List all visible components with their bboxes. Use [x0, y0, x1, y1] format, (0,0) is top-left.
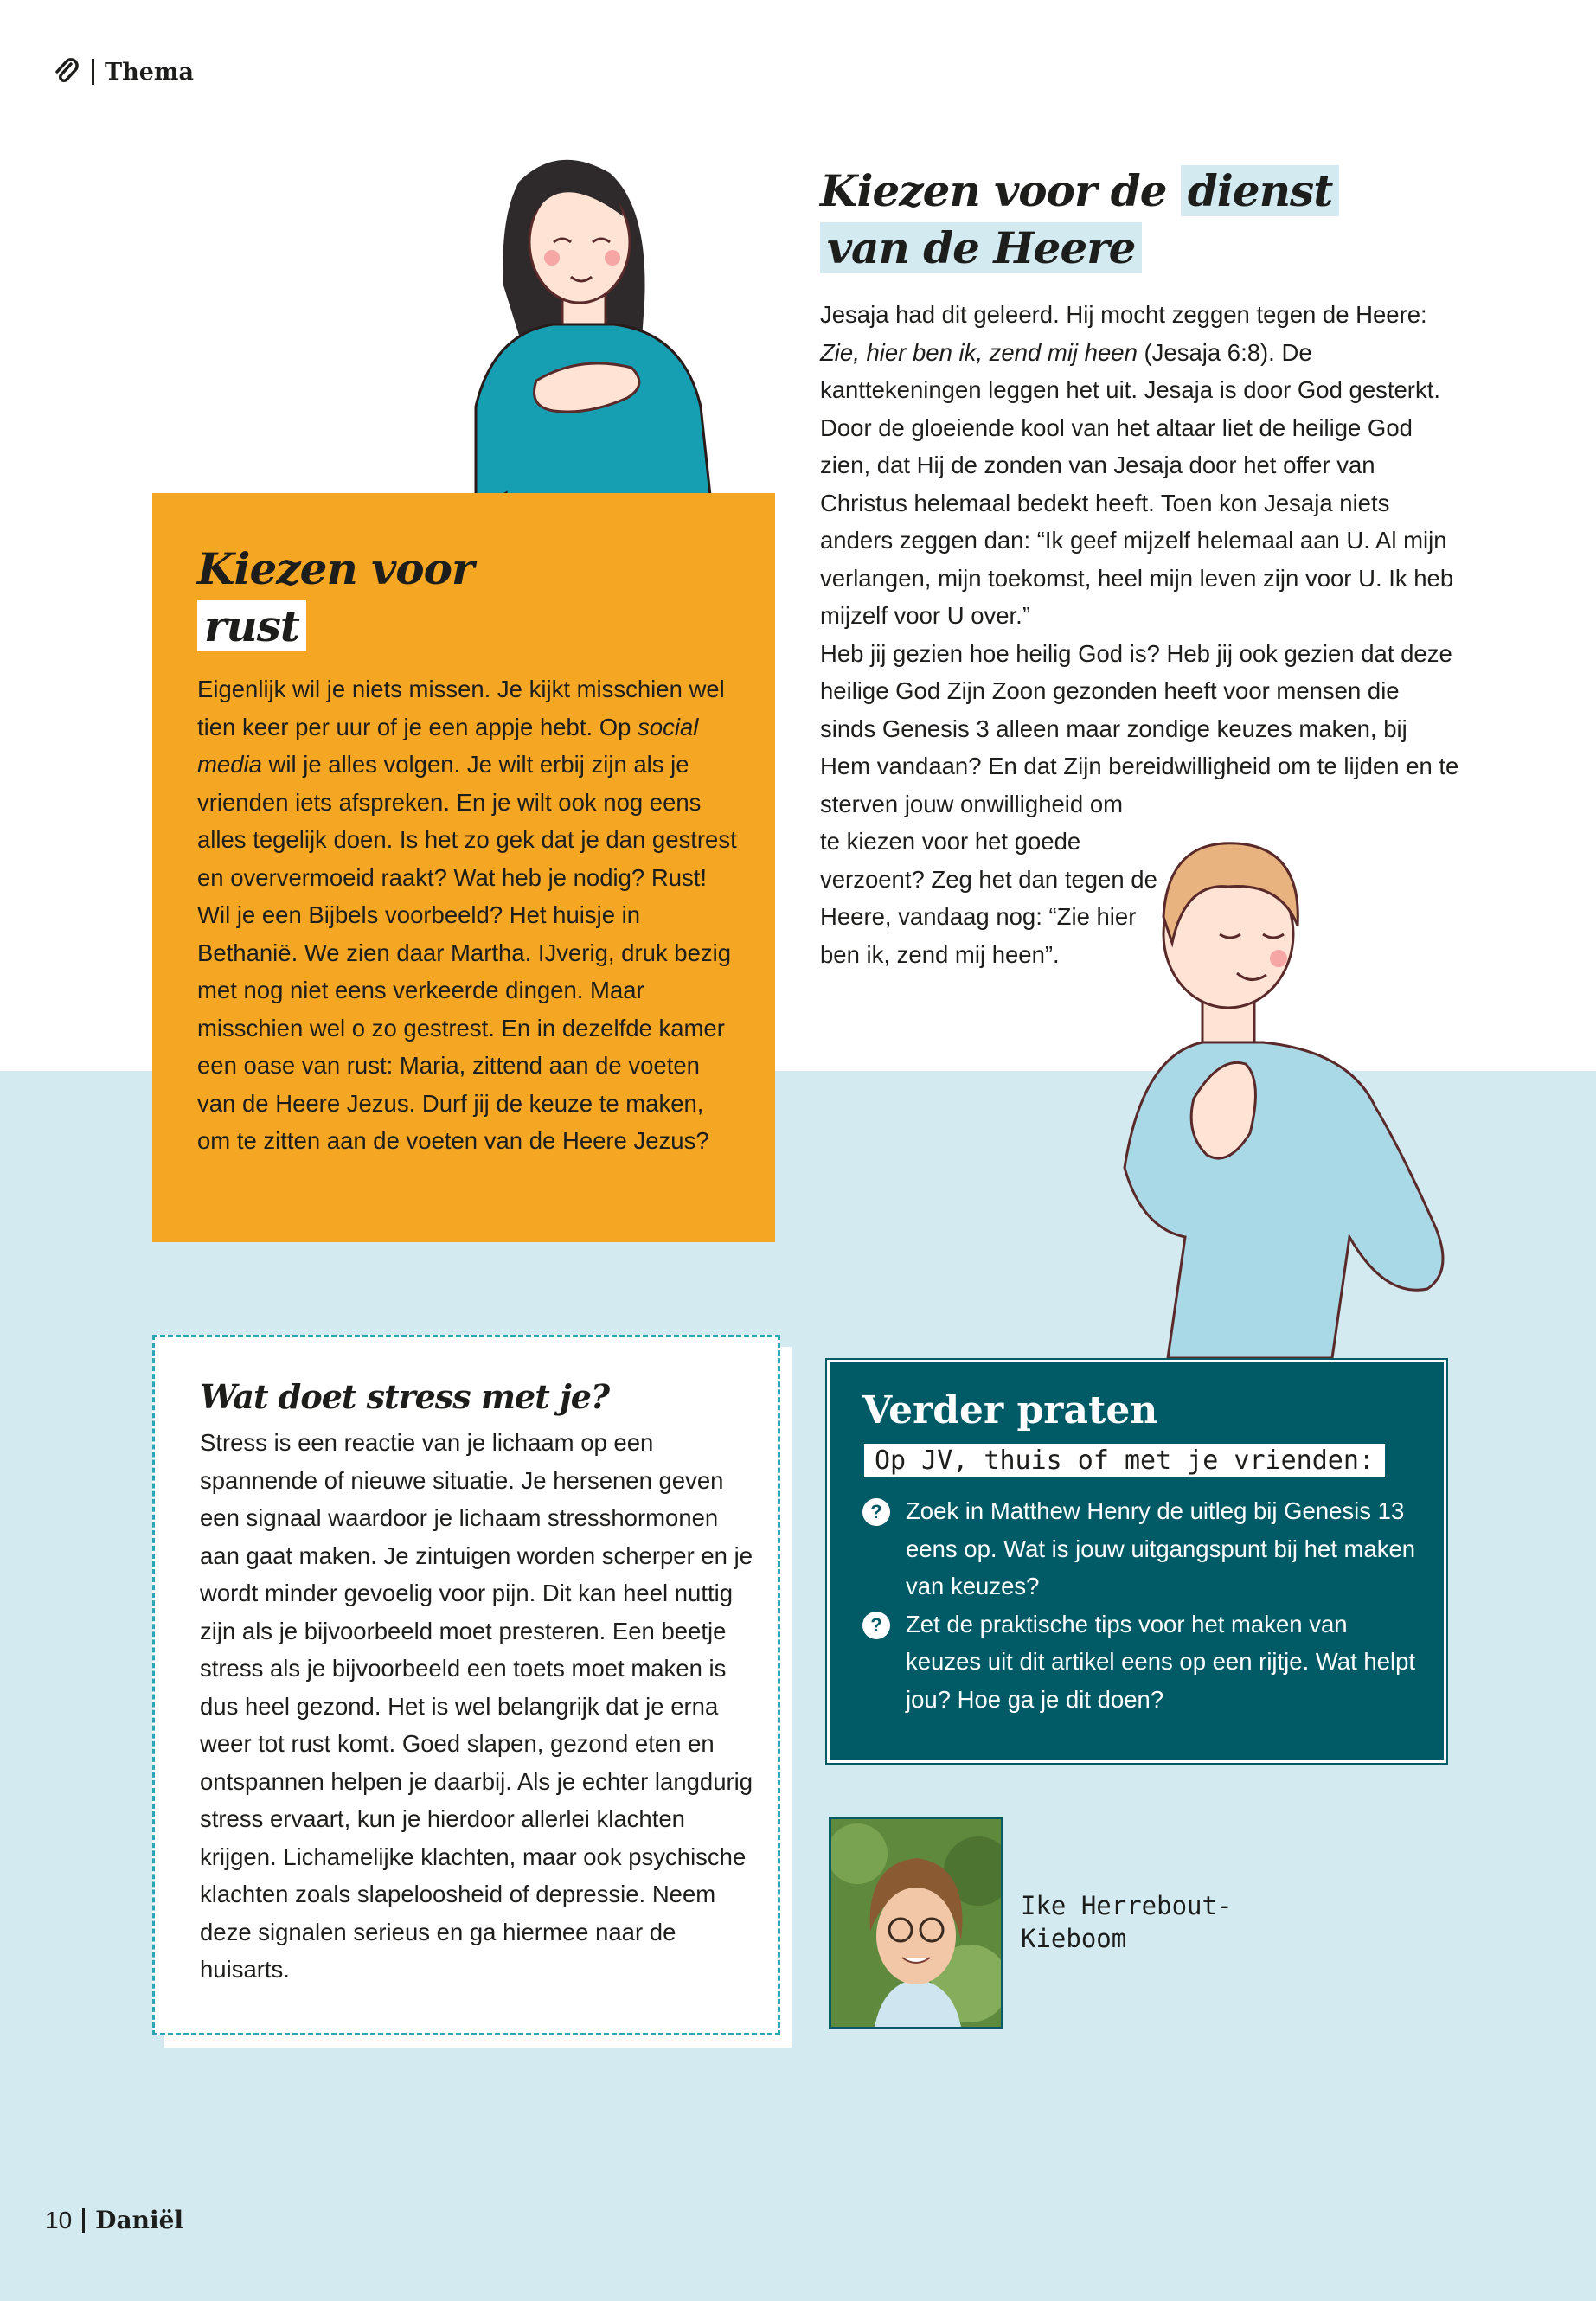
author-name-line2: Kieboom: [1021, 1924, 1127, 1953]
article-paragraph-2: Heb jij gezien hoe heilig God is? Heb jij ook gezien dat deze heilige God Zijn Zoon gezonden heeft voor mensen die sinds Genesis 3 alleen maar zondige keuzes maken, bij Hem vandaan? En dat Zijn bereidwilligheid om te lijden en te sterven jouw onwilligheid om: [820, 639, 1459, 817]
card-title: [197, 541, 473, 655]
author-photo: [829, 1817, 1003, 2029]
paperclip-icon: [52, 57, 81, 87]
card-body-italic: social media: [197, 713, 699, 778]
card-kiezen-voor-rust: [152, 493, 775, 1242]
article-paragraph-2-cont: te kiezen voor het goede verzoent? Zeg het dan tegen de Heere, vandaag nog: “Zie hier ben ik, zend mij heen”.: [820, 828, 1157, 968]
page-number: 10: [45, 2206, 73, 2234]
author-portrait-image: [831, 1819, 1001, 2027]
discussion-item-text: Zoek in Matthew Henry de uitleg bij Genesis 13 eens op. Wat is jouw uitgangspunt bij het maken van keuzes?: [906, 1497, 1416, 1599]
discussion-item: [862, 1492, 1416, 1606]
card-title-line1: Kiezen voor: [197, 543, 474, 594]
header-divider: [92, 59, 94, 85]
discussion-subtitle: Op JV, thuis of met je vrienden:: [864, 1444, 1385, 1477]
card-body-pre: Eigenlijk wil je niets missen. Je kijkt misschien wel tien keer per uur of je een appje hebt. Op: [197, 676, 725, 740]
page-header: [52, 57, 194, 87]
article-paragraph-1: [820, 296, 1460, 635]
page-footer: [45, 2206, 183, 2234]
magazine-name: Daniël: [95, 2206, 184, 2234]
card-title-line2: rust: [197, 600, 306, 651]
article-title: [820, 163, 1426, 277]
discussion-item-text: Zet de praktische tips voor het maken van keuzes uit dit artikel eens op een rijtje. Wat helpt jou? Hoe ga je dit doen?: [906, 1610, 1416, 1713]
article-p1-post: (Jesaja 6:8). De kanttekeningen leggen het uit. Jesaja is door God gesterkt. Door de gloeiende kool van het altaar liet de heilige God zien, dat Hij de zonden van Jesaja door het offer van Christus helemaal bedekt heeft. Toen kon Jesaja niets anders zeggen dan: “Ik geef mijzelf helemaal aan U. Al mijn verlangen, mijn toekomst, heel mijn leven zijn voor U. Ik heb mijzelf voor U over.”: [820, 338, 1454, 629]
discussion-box: [827, 1360, 1446, 1763]
author-name: [1021, 1889, 1232, 1955]
discussion-title: Verder praten: [862, 1388, 1158, 1433]
article-p1-pre: Jesaja had dit geleerd. Hij mocht zeggen tegen de Heere:: [820, 301, 1427, 328]
discussion-list: [862, 1492, 1416, 1718]
article-title-part1: Kiezen voor de: [820, 165, 1181, 216]
boy-illustration: [1090, 822, 1479, 1358]
article-p1-italic: Zie, hier ben ik, zend mij heen: [820, 338, 1138, 366]
author-name-line1: Ike Herrebout-: [1021, 1891, 1233, 1920]
card-body: [197, 670, 742, 1160]
question-bubble-icon: ?: [862, 1498, 890, 1526]
article-title-line2: van de Heere: [820, 222, 1142, 273]
footer-divider: [82, 2208, 85, 2233]
stress-info-box: [152, 1335, 780, 2035]
question-bubble-icon: ?: [862, 1612, 890, 1639]
discussion-item: [862, 1606, 1416, 1719]
section-label: Thema: [105, 58, 194, 86]
stress-body: Stress is een reactie van je lichaam op een spannende of nieuwe situatie. Je hersenen geven een signaal waardoor je lichaam stresshormonen aan gaat maken. Je zintuigen worden scherper en je wordt minder gevoelig voor pijn. Dit kan heel nuttig zijn als je bijvoorbeeld moet presteren. Een beetje stress als je bijvoorbeeld een toets moet maken is dus heel gezond. Het is wel belangrijk dat je erna weer tot rust komt. Goed slapen, gezond eten en ontspannen helpen je daarbij. Als je echter langdurig stress ervaart, kun je hierdoor allerlei klachten krijgen. Lichamelijke klachten, maar ook psychische klachten zoals slapeloosheid of depressie. Neem deze signalen serieus en ga hiermee naar de huisarts.: [200, 1429, 753, 1983]
stress-title: Wat doet stress met je?: [200, 1377, 610, 1416]
card-body-post: wil je alles volgen. Je wilt erbij zijn als je vrienden iets afspreken. En je wilt ook nog eens alles tegelijk doen. Is het zo gek dat je dan gestrest en oververmoeid raakt? Wat heb je nodig? Rust! Wil je een Bijbels voorbeeld? Het huisje in Bethanië. We zien daar Martha. IJverig, druk bezig met nog niet eens verkeerde dingen. Maar misschien wel o zo gestrest. En in dezelfde kamer een oase van rust: Maria, zittend aan de voeten van de Heere Jezus. Durf jij de keuze te maken, om te zitten aan de voeten van de Heere Jezus?: [197, 751, 737, 1154]
article-title-part2: dienst: [1181, 165, 1339, 216]
